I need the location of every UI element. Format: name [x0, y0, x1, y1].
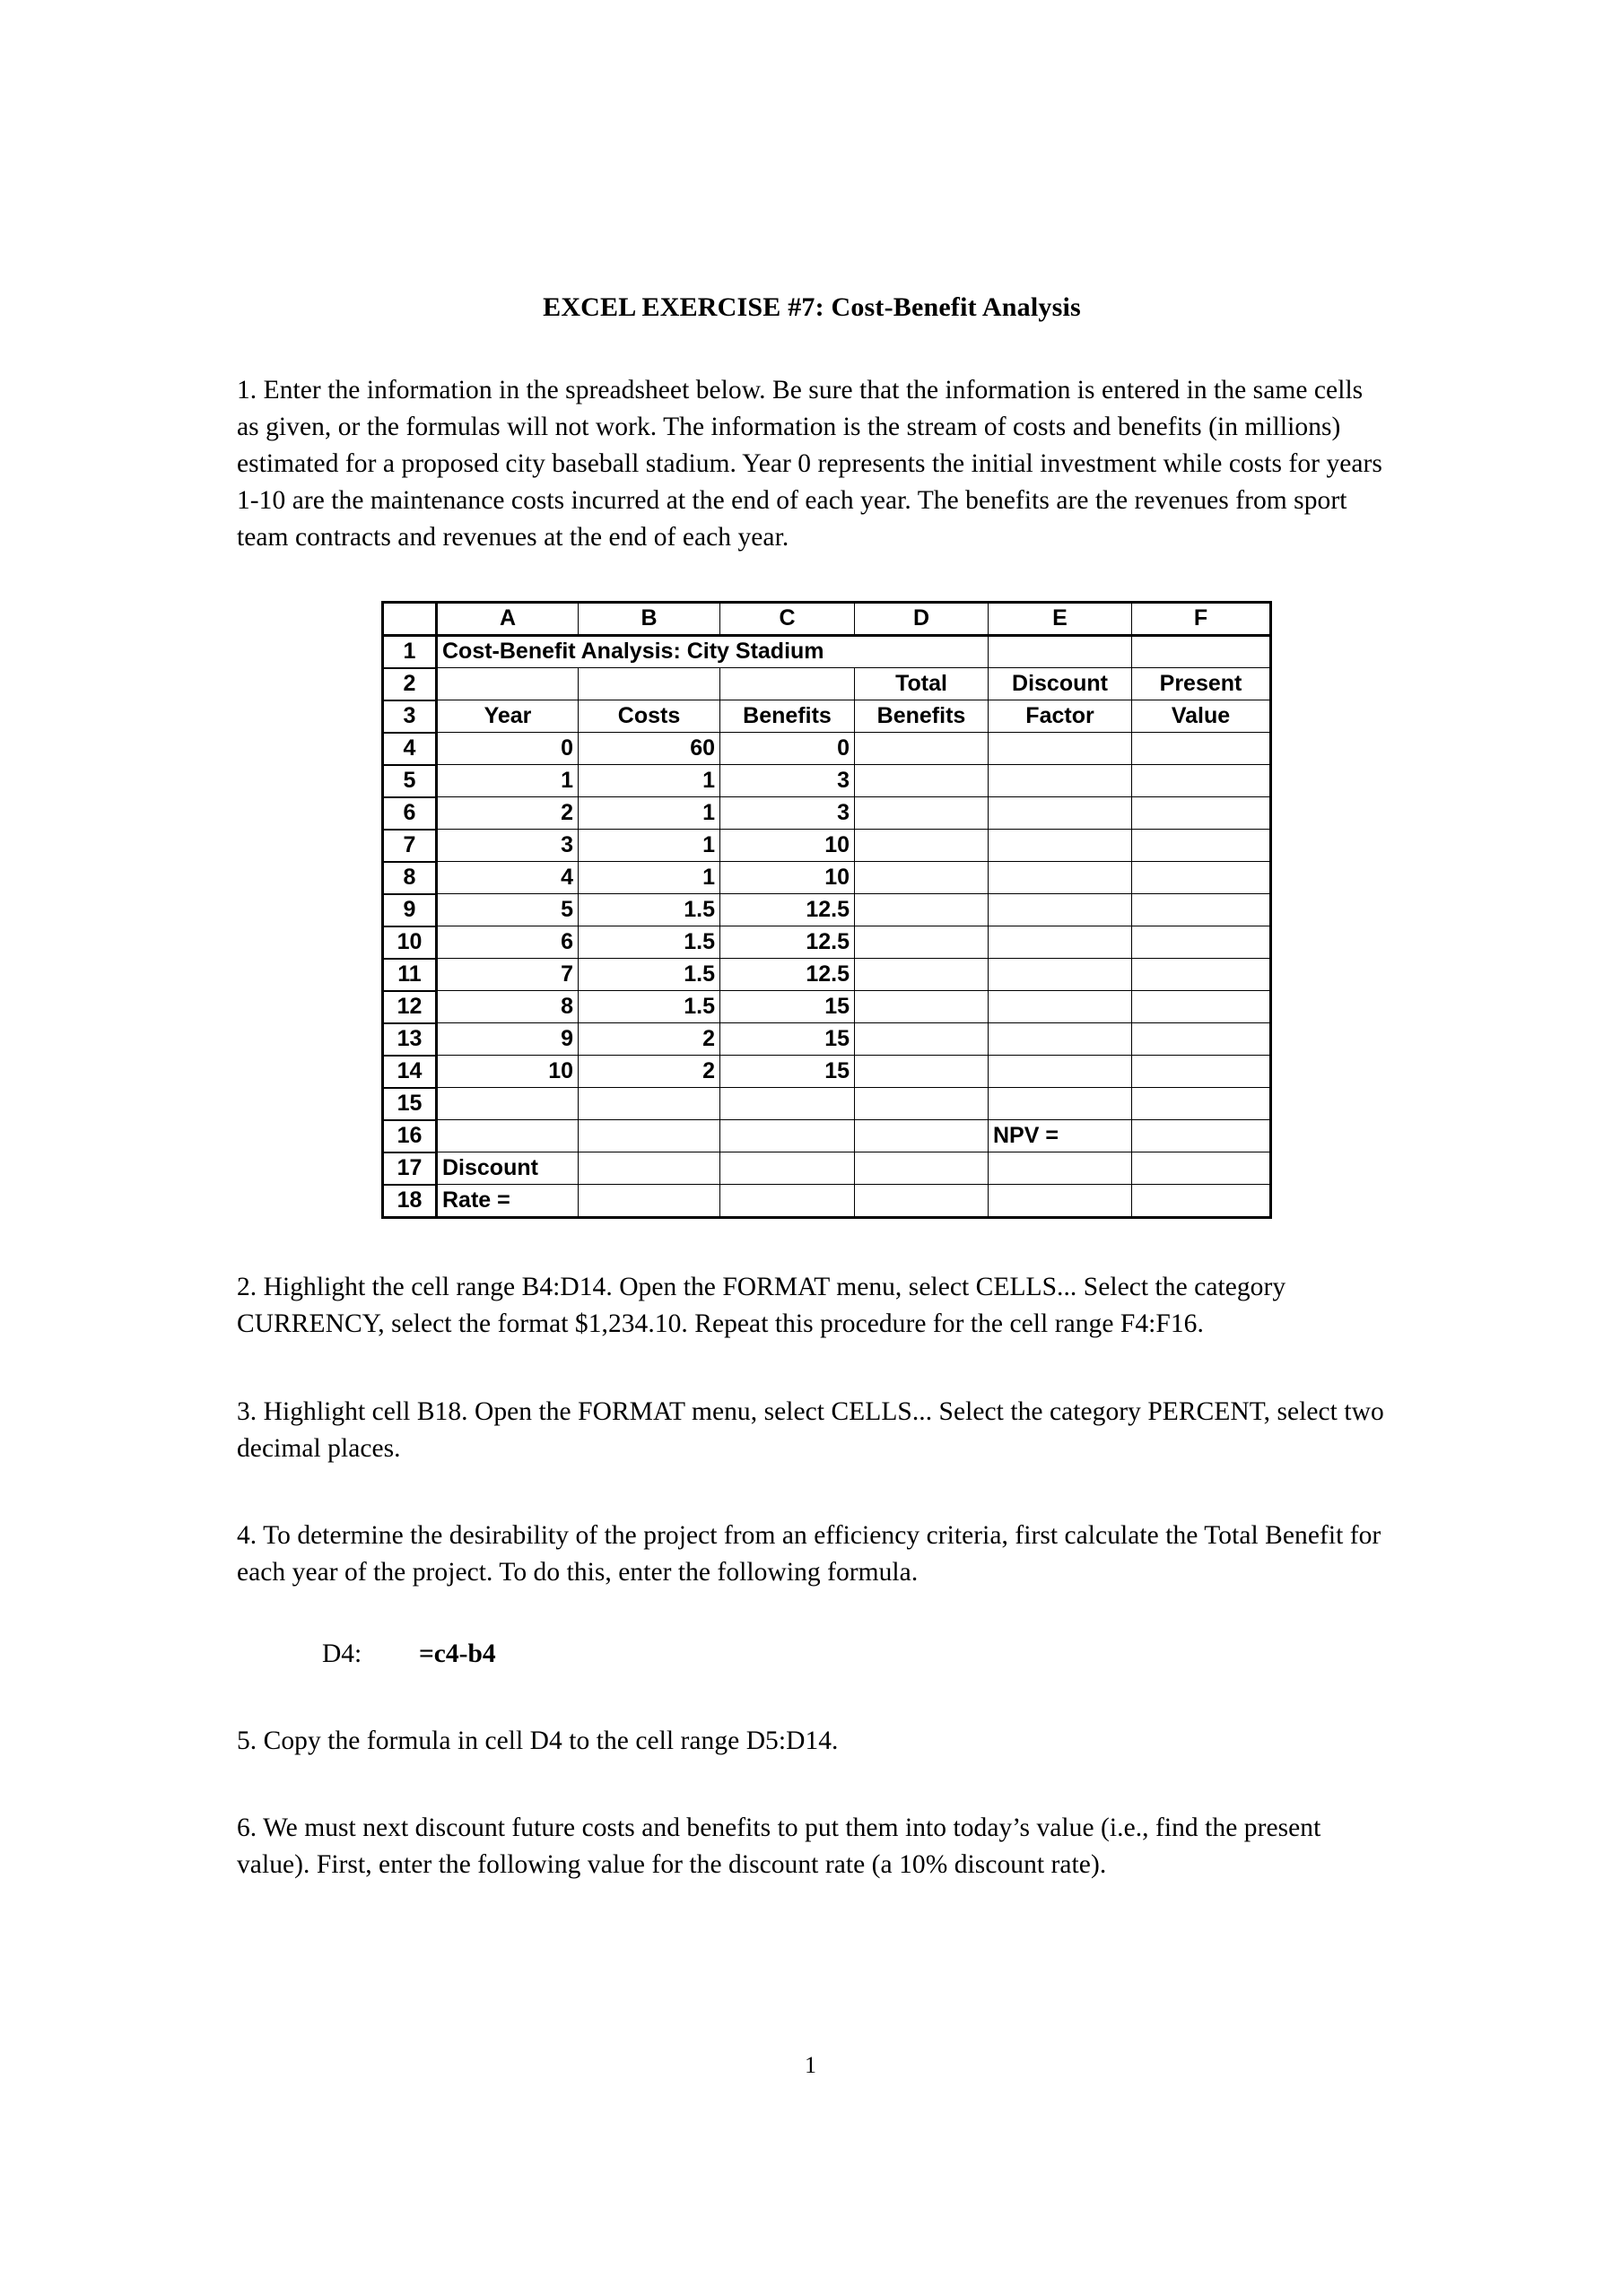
cell-b15[interactable] — [579, 1088, 720, 1120]
cell-e12[interactable] — [989, 991, 1132, 1023]
cell-b11[interactable]: 1.5 — [579, 959, 720, 991]
cell-b2[interactable] — [579, 668, 720, 700]
cell-f13[interactable] — [1132, 1023, 1271, 1056]
cell-f10[interactable] — [1132, 926, 1271, 959]
table-row — [383, 635, 1271, 668]
cell-d16[interactable] — [855, 1120, 989, 1152]
column-header-f[interactable]: F — [1132, 602, 1271, 635]
cell-d11[interactable] — [855, 959, 989, 991]
cell-c10[interactable]: 12.5 — [720, 926, 855, 959]
cell-c17[interactable] — [720, 1152, 855, 1185]
cell-a2[interactable] — [437, 668, 579, 700]
row-header-4[interactable]: 4 — [383, 733, 437, 765]
cell-b8[interactable]: 1 — [579, 862, 720, 894]
row-header-12[interactable]: 12 — [383, 991, 437, 1023]
table-row — [383, 862, 1271, 894]
cell-e6[interactable] — [989, 797, 1132, 830]
cell-f2[interactable]: Present — [1132, 668, 1271, 700]
cell-b14[interactable]: 2 — [579, 1056, 720, 1088]
row-header-5[interactable]: 5 — [383, 765, 437, 797]
cell-b9[interactable]: 1.5 — [579, 894, 720, 926]
cell-a5[interactable]: 1 — [437, 765, 579, 797]
cell-c8[interactable]: 10 — [720, 862, 855, 894]
cell-c18[interactable] — [720, 1185, 855, 1218]
cell-d18[interactable] — [855, 1185, 989, 1218]
cell-b3[interactable]: Costs — [579, 700, 720, 733]
cell-b4[interactable]: 60 — [579, 733, 720, 765]
cell-d3[interactable]: Benefits — [855, 700, 989, 733]
cell-c2[interactable] — [720, 668, 855, 700]
cell-d6[interactable] — [855, 797, 989, 830]
cell-c4[interactable]: 0 — [720, 733, 855, 765]
column-header-b[interactable]: B — [579, 602, 720, 635]
cell-d13[interactable] — [855, 1023, 989, 1056]
cell-f15[interactable] — [1132, 1088, 1271, 1120]
cell-c12[interactable]: 15 — [720, 991, 855, 1023]
row-header-17[interactable]: 17 — [383, 1152, 437, 1185]
row-header-2[interactable]: 2 — [383, 668, 437, 700]
cell-b10[interactable]: 1.5 — [579, 926, 720, 959]
row-header-15[interactable]: 15 — [383, 1088, 437, 1120]
cell-c15[interactable] — [720, 1088, 855, 1120]
formula-expression: =c4-b4 — [419, 1639, 496, 1668]
table-row — [383, 797, 1271, 830]
cell-d7[interactable] — [855, 830, 989, 862]
cell-a9[interactable]: 5 — [437, 894, 579, 926]
cell-f8[interactable] — [1132, 862, 1271, 894]
cell-c3[interactable]: Benefits — [720, 700, 855, 733]
cell-a1-title[interactable]: Cost-Benefit Analysis: City Stadium — [437, 635, 989, 668]
cell-d8[interactable] — [855, 862, 989, 894]
row-header-3[interactable]: 3 — [383, 700, 437, 733]
cell-e7[interactable] — [989, 830, 1132, 862]
table-row — [383, 733, 1271, 765]
cell-d9[interactable] — [855, 894, 989, 926]
cell-e17[interactable] — [989, 1152, 1132, 1185]
cell-a14[interactable]: 10 — [437, 1056, 579, 1088]
column-header-row — [383, 602, 1271, 635]
cell-b16[interactable] — [579, 1120, 720, 1152]
row-header-13[interactable]: 13 — [383, 1023, 437, 1056]
cell-e10[interactable] — [989, 926, 1132, 959]
table-row — [383, 1152, 1271, 1185]
table-row — [383, 830, 1271, 862]
column-header-d[interactable]: D — [855, 602, 989, 635]
cell-a8[interactable]: 4 — [437, 862, 579, 894]
row-header-9[interactable]: 9 — [383, 894, 437, 926]
cell-d14[interactable] — [855, 1056, 989, 1088]
cell-f7[interactable] — [1132, 830, 1271, 862]
cell-a6[interactable]: 2 — [437, 797, 579, 830]
row-header-18[interactable]: 18 — [383, 1185, 437, 1218]
cell-c9[interactable]: 12.5 — [720, 894, 855, 926]
cell-f3[interactable]: Value — [1132, 700, 1271, 733]
cell-f4[interactable] — [1132, 733, 1271, 765]
row-header-14[interactable]: 14 — [383, 1056, 437, 1088]
document-body — [237, 0, 1387, 1883]
cell-a12[interactable]: 8 — [437, 991, 579, 1023]
cell-b12[interactable]: 1.5 — [579, 991, 720, 1023]
column-header-a[interactable]: A — [437, 602, 579, 635]
column-header-e[interactable]: E — [989, 602, 1132, 635]
cell-a3[interactable]: Year — [437, 700, 579, 733]
cell-a4[interactable]: 0 — [437, 733, 579, 765]
cell-d12[interactable] — [855, 991, 989, 1023]
cell-a17-discount-label[interactable]: Discount — [437, 1152, 579, 1185]
cell-e8[interactable] — [989, 862, 1132, 894]
cell-e11[interactable] — [989, 959, 1132, 991]
cell-b7[interactable]: 1 — [579, 830, 720, 862]
row-header-11[interactable]: 11 — [383, 959, 437, 991]
sheet-corner-cell — [383, 602, 437, 635]
cell-d2[interactable]: Total — [855, 668, 989, 700]
table-row — [383, 668, 1271, 700]
cell-c14[interactable]: 15 — [720, 1056, 855, 1088]
table-row — [383, 959, 1271, 991]
cell-c11[interactable]: 12.5 — [720, 959, 855, 991]
formula-instruction — [237, 1591, 1387, 1673]
paragraph-1: 1. Enter the information in the spreadsheet below. Be sure that the information is entered in the same cells as given, or the formulas will not work. The information is the stream of costs and benefits (in millions) estimated for a proposed city baseball stadium. Year 0 represents the initial investment while costs for years 1-10 are the maintenance costs incurred at the end of each year. The benefits are the revenues from sport team contracts and revenues at the end of each year. — [237, 375, 1382, 552]
table-row — [383, 700, 1271, 733]
cell-b6[interactable]: 1 — [579, 797, 720, 830]
row-header-16[interactable]: 16 — [383, 1120, 437, 1152]
spreadsheet-figure — [237, 556, 1387, 1219]
cell-d10[interactable] — [855, 926, 989, 959]
cell-e9[interactable] — [989, 894, 1132, 926]
cell-b17[interactable] — [579, 1152, 720, 1185]
cell-f5[interactable] — [1132, 765, 1271, 797]
cell-f14[interactable] — [1132, 1056, 1271, 1088]
table-row — [383, 1185, 1271, 1218]
page-number: 1 — [805, 2052, 816, 2078]
column-header-c[interactable]: C — [720, 602, 855, 635]
table-row — [383, 765, 1271, 797]
cell-c5[interactable]: 3 — [720, 765, 855, 797]
cell-f11[interactable] — [1132, 959, 1271, 991]
cell-a13[interactable]: 9 — [437, 1023, 579, 1056]
cell-e1[interactable] — [989, 635, 1132, 668]
cell-e5[interactable] — [989, 765, 1132, 797]
table-row — [383, 1056, 1271, 1088]
row-header-6[interactable]: 6 — [383, 797, 437, 830]
cell-d17[interactable] — [855, 1152, 989, 1185]
cell-f1[interactable] — [1132, 635, 1271, 668]
cell-c6[interactable]: 3 — [720, 797, 855, 830]
cell-e2[interactable]: Discount — [989, 668, 1132, 700]
cell-a18-rate-label[interactable]: Rate = — [437, 1185, 579, 1218]
cell-c7[interactable]: 10 — [720, 830, 855, 862]
cell-a10[interactable]: 6 — [437, 926, 579, 959]
row-header-10[interactable]: 10 — [383, 926, 437, 959]
table-row — [383, 926, 1271, 959]
cell-a7[interactable]: 3 — [437, 830, 579, 862]
table-row — [383, 1023, 1271, 1056]
cell-e15[interactable] — [989, 1088, 1132, 1120]
table-row — [383, 1088, 1271, 1120]
cell-d5[interactable] — [855, 765, 989, 797]
table-row — [383, 1120, 1271, 1152]
paragraph-3: 3. Highlight cell B18. Open the FORMAT menu, select CELLS... Select the category PERCENT, select two decimal places. — [237, 1396, 1384, 1463]
row-header-8[interactable]: 8 — [383, 862, 437, 894]
formula-cell-reference: D4: — [322, 1639, 362, 1668]
cell-f18[interactable] — [1132, 1185, 1271, 1218]
cell-f17[interactable] — [1132, 1152, 1271, 1185]
page-title: EXCEL EXERCISE #7: Cost-Benefit Analysis — [543, 292, 1081, 322]
cell-d4[interactable] — [855, 733, 989, 765]
cell-e4[interactable] — [989, 733, 1132, 765]
cell-b5[interactable]: 1 — [579, 765, 720, 797]
cell-a15[interactable] — [437, 1088, 579, 1120]
cell-a16[interactable] — [437, 1120, 579, 1152]
cell-e14[interactable] — [989, 1056, 1132, 1088]
row-header-7[interactable]: 7 — [383, 830, 437, 862]
cell-c16[interactable] — [720, 1120, 855, 1152]
cell-a11[interactable]: 7 — [437, 959, 579, 991]
spreadsheet-table — [381, 601, 1272, 1219]
cell-b18[interactable] — [579, 1185, 720, 1218]
row-header-1[interactable]: 1 — [383, 635, 437, 668]
cell-f9[interactable] — [1132, 894, 1271, 926]
table-row — [383, 894, 1271, 926]
cell-f12[interactable] — [1132, 991, 1271, 1023]
cell-b13[interactable]: 2 — [579, 1023, 720, 1056]
cell-e16-npv-label[interactable]: NPV = — [989, 1120, 1132, 1152]
cell-e3[interactable]: Factor — [989, 700, 1132, 733]
cell-e18[interactable] — [989, 1185, 1132, 1218]
cell-e13[interactable] — [989, 1023, 1132, 1056]
cell-f16[interactable] — [1132, 1120, 1271, 1152]
cell-f6[interactable] — [1132, 797, 1271, 830]
paragraph-2: 2. Highlight the cell range B4:D14. Open the FORMAT menu, select CELLS... Select the category CURRENCY, select the format $1,234.10. Repeat this procedure for the cell range F4:F16. — [237, 1272, 1286, 1338]
paragraph-6: 6. We must next discount future costs and benefits to put them into today’s value (i.e., find the present value). First, enter the following value for the discount rate (a 10% discount rate). — [237, 1813, 1321, 1879]
cell-c13[interactable]: 15 — [720, 1023, 855, 1056]
paragraph-5: 5. Copy the formula in cell D4 to the cell range D5:D14. — [237, 1726, 839, 1755]
cell-d15[interactable] — [855, 1088, 989, 1120]
table-row — [383, 991, 1271, 1023]
paragraph-4: 4. To determine the desirability of the project from an efficiency criteria, first calculate the Total Benefit for each year of the project. To do this, enter the following formula. — [237, 1520, 1381, 1587]
